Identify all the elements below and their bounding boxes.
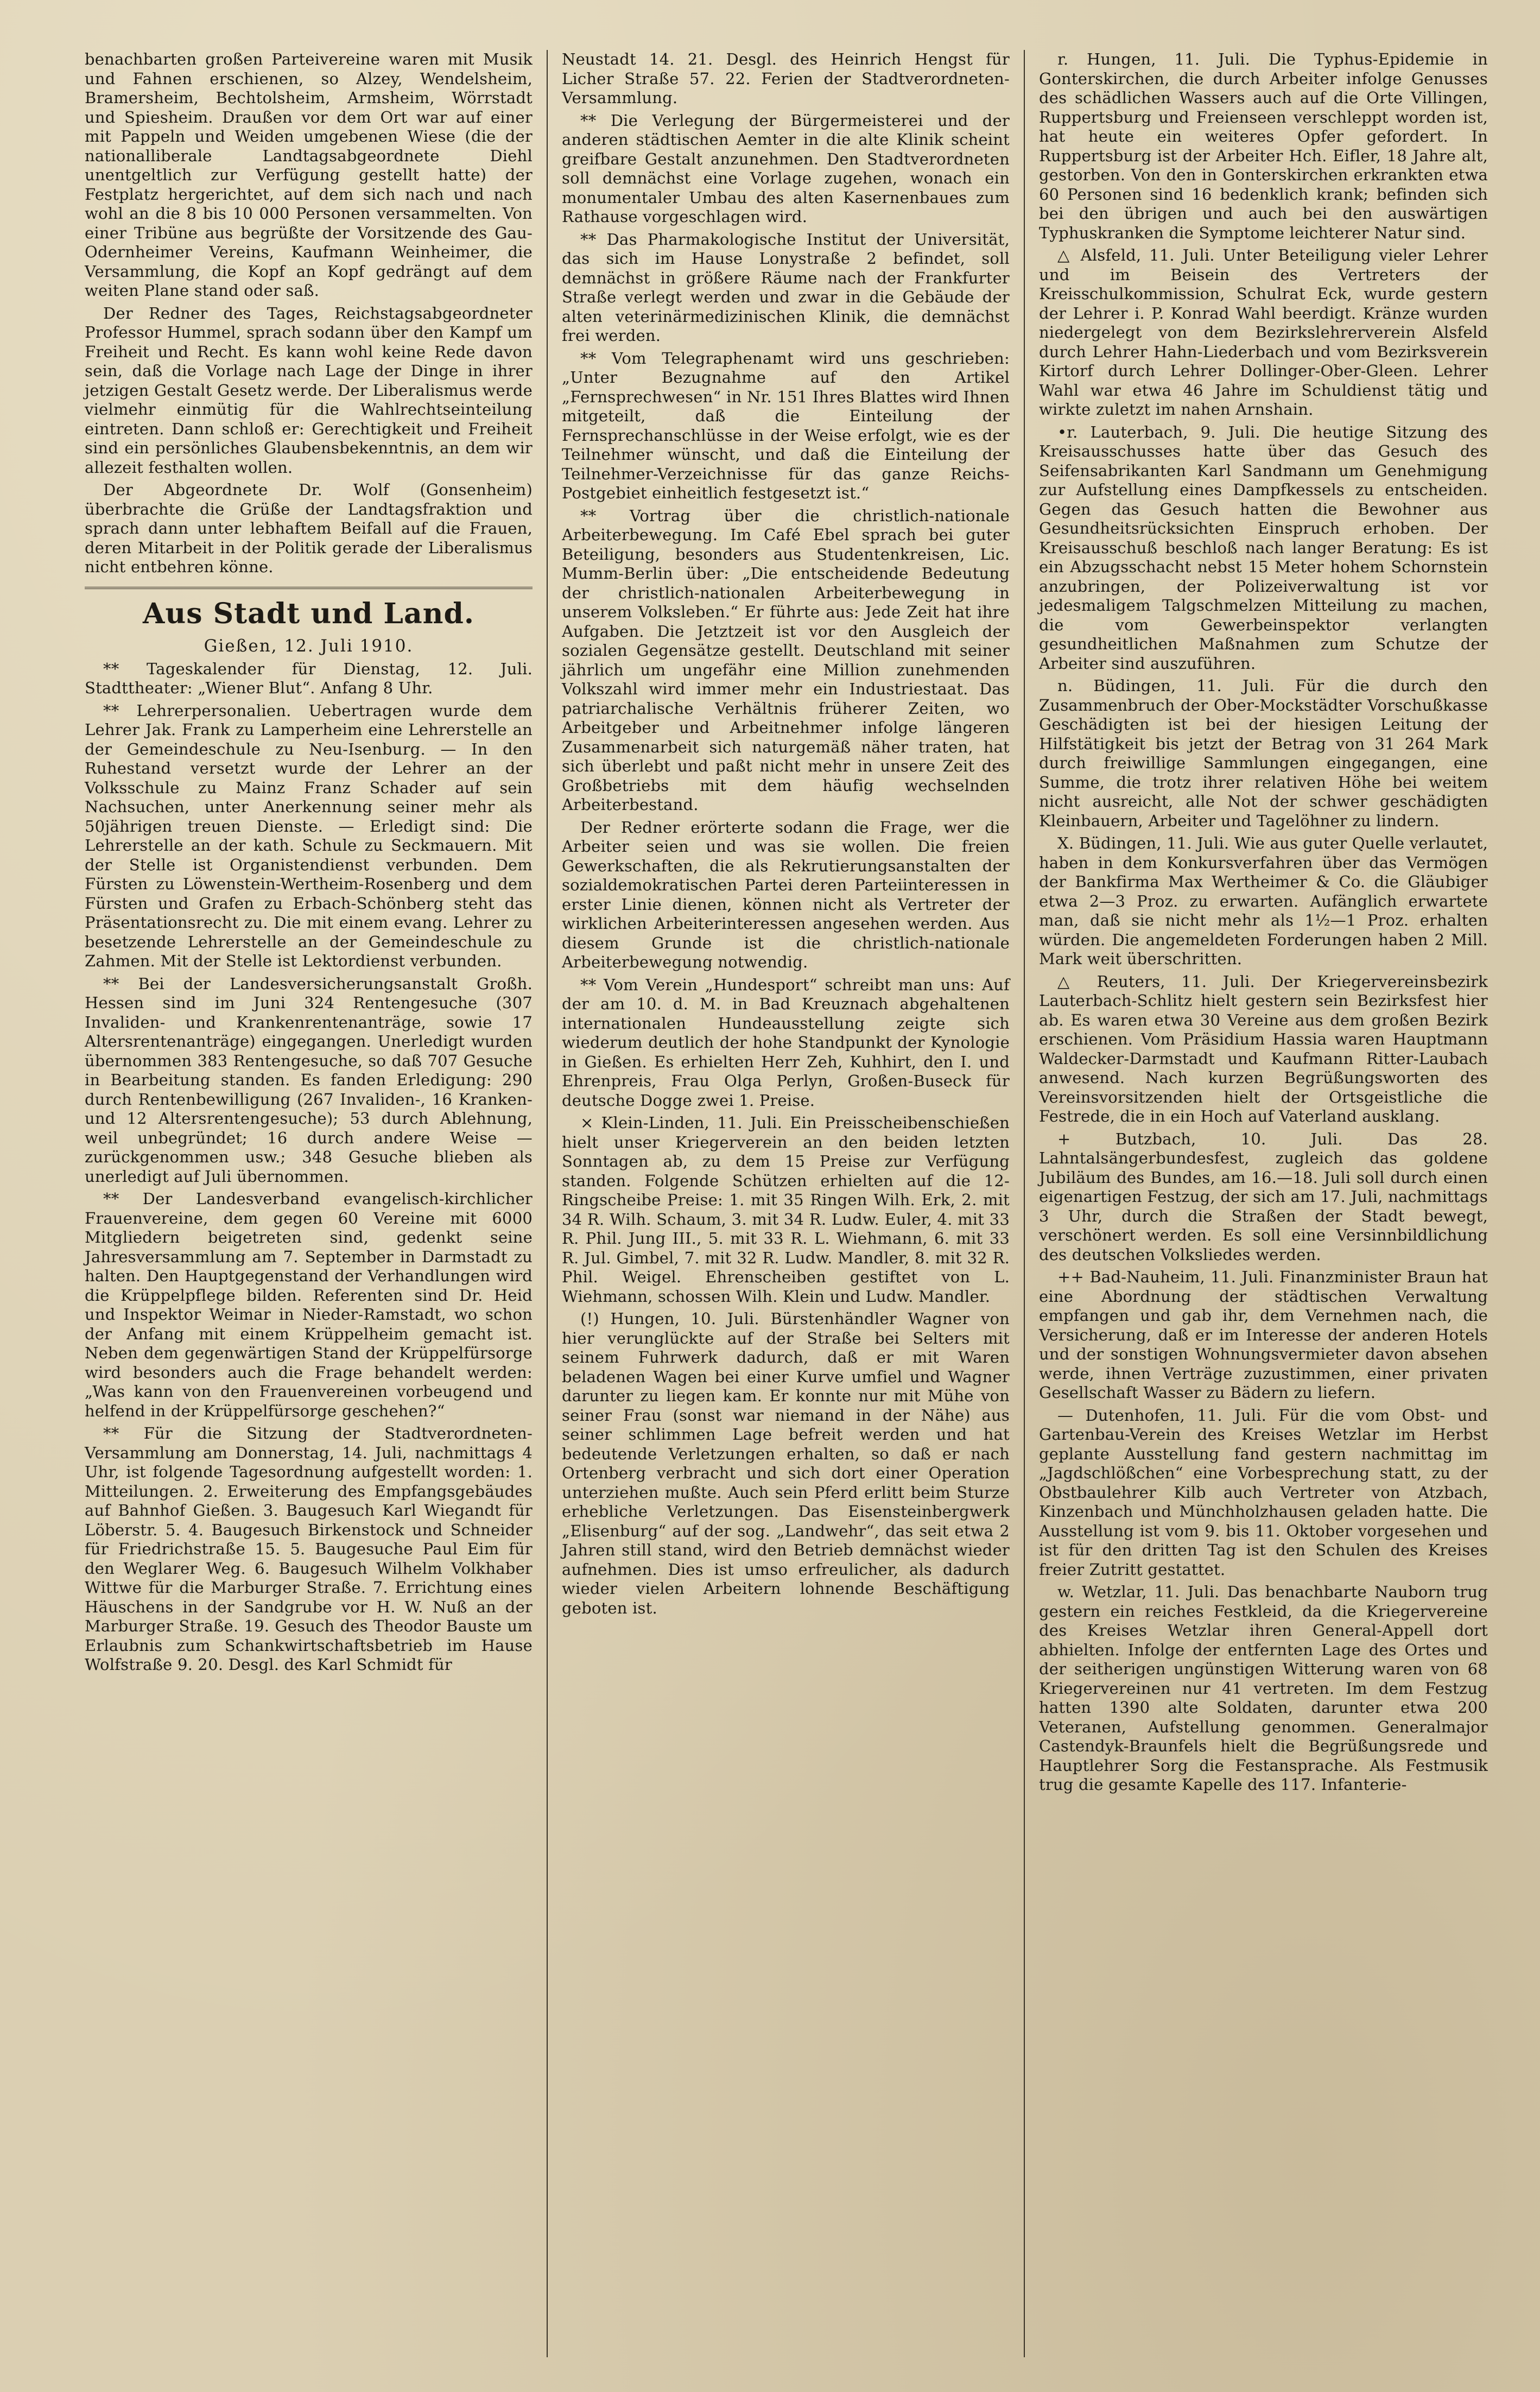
article-paragraph: w. Wetzlar, 11. Juli. Das benachbarte Nauborn trug gestern ein reiches Festkleid, da die Kriegervereine des Kreises Wetzlar ihren General-Appell dort abhielten. Infolge der entfernten Lage des Ortes und der seitherigen ungünstigen Witterung waren von 68 Kriegervereinen nur 41 vertreten. Im dem Festzug hatten 1390 alte Soldaten, darunter etwa 200 Veteranen, Aufstellung genommen. Generalmajor Castendyk-Braunfels hielt die Begrüßungsrede und Hauptlehrer Sorg die Festansprache. Als Festmusik trug die gesamte Kapelle des 117. Infanterie- xyxy=(1039,1583,1488,1794)
article-paragraph: X. Büdingen, 11. Juli. Wie aus guter Quelle verlautet, haben in dem Konkursverfahren über das Vermögen der Bankfirma Max Wertheimer & Co. die Gläubiger etwa 2—3 Proz. zu erwarten. Aufänglich erwartete man, daß sie nicht mehr als 1½—1 Proz. erhalten würden. Die angemeldeten Forderungen haben 2 Mill. Mark weit überschritten. xyxy=(1039,834,1488,968)
article-paragraph: Der Redner des Tages, Reichstagsabgeordneter Professor Hummel, sprach sodann über den Kampf um Freiheit und Recht. Es kann wohl keine Rede davon sein, daß die Vorlage nach Lage der Dinge in ihrer jetzigen Gestalt Gesetz werde. Der Liberalismus werde vielmehr einmütig für die Wahlrechtseinteilung eintreten. Dann schloß er: Gerechtigkeit und Freiheit sind ein persönliches Glaubensbekenntnis, an dem wir allezeit festhalten wollen. xyxy=(85,303,533,477)
section-title: Aus Stadt und Land. xyxy=(143,597,474,630)
article-paragraph: Der Abgeordnete Dr. Wolf (Gonsenheim) überbrachte die Grüße der Landtagsfraktion und sprach dann unter lebhaftem Beifall auf die Frauen, deren Mitarbeit in der Politik gerade der Liberalismus nicht entbehren könne. xyxy=(85,480,533,576)
article-paragraph: ** Tageskalender für Dienstag, 12. Juli. Stadttheater: „Wiener Blut“. Anfang 8 Uhr. xyxy=(85,659,533,697)
article-paragraph: △ Reuters, 11. Juli. Der Kriegervereinsbezirk Lauterbach-Schlitz hielt gestern sein Bezirksfest hier ab. Es waren etwa 30 Vereine aus dem großen Bezirk erschienen. Vom Präsidium Hassia waren Hauptmann Waldecker-Darmstadt und Kaufmann Ritter-Laubach anwesend. Nach kurzen Begrüßungsworten des Vereinsvorsitzenden hielt der Ortsgeistliche die Festrede, die in ein Hoch auf Vaterland ausklang. xyxy=(1039,972,1488,1125)
article-paragraph: Der Redner erörterte sodann die Frage, wer die Arbeiter seien und was sie wollen. Die freien Gewerkschaften, die als Rekrutierungsanstalten der sozialdemokratischen Partei deren Parteiinteressen in erster Linie dienen, können nicht als Vertreter der wirklichen Arbeiterinteressen angesehen werden. Aus diesem Grunde ist die christlich-nationale Arbeiterbewegung notwendig. xyxy=(562,818,1010,971)
article-paragraph: ** Für die Sitzung der Stadtverordneten-Versammlung am Donnerstag, 14. Juli, nachmittags 4 Uhr, ist folgende Tagesordnung aufgestellt worden: 1. Mitteilungen. 2. Erweiterung des Empfangsgebäudes auf Bahnhof Gießen. 3. Baugesuch Karl Wiegandt für Löberstr. 5. 4. Baugesuch Birkenstock und Schneider für Friedrichstraße 15. 5. Baugesuche Paul Eim für den Weglarer Weg. 6. Baugesuch Wilhelm Volkhaber Wittwe für die Marburger Straße. 7. Errichtung eines Häuschens in der Sandgrube vor H. W. Nuß an der Marburger Straße. 19. Gesuch des Theodor Bauste um Erlaubnis zum Schankwirtschaftsbetrieb im Hause Wolfstraße 9. 20. Desgl. des Karl Schmidt für xyxy=(85,1424,533,1674)
column-1 xyxy=(71,50,548,2357)
article-paragraph: ++ Bad-Nauheim, 11. Juli. Finanzminister Braun hat eine Abordnung der städtischen Verwaltung empfangen und gab ihr, dem Vernehmen nach, die Versicherung, daß er im Interesse der anderen Hotels und der sonstigen Wohnungsvermieter davon absehen werde, ihnen Verträge zuzustimmen, einer privaten Gesellschaft Wasser zu Bädern zu liefern. xyxy=(1039,1268,1488,1402)
section-divider xyxy=(85,587,533,589)
article-paragraph: ** Die Verlegung der Bürgermeisterei und der anderen städtischen Aemter in die alte Klinik scheint greifbare Gestalt anzunehmen. Den Stadtverordneten soll demnächst eine Vorlage zugehen, wonach ein monumentaler Umbau des alten Kasernenbaues zum Rathause vorgeschlagen wird. xyxy=(562,111,1010,226)
column-2 xyxy=(548,50,1025,2357)
article-paragraph: — Dutenhofen, 11. Juli. Für die vom Obst- und Gartenbau-Verein des Kreises Wetzlar im Herbst geplante Ausstellung fand gestern nachmittag im „Jagdschlößchen“ eine Vorbesprechung statt, zu der Obstbaulehrer Kilb auch Vertreter von Atzbach, Kinzenbach und Münchholzhausen geladen hatte. Die Ausstellung ist vom 9. bis 11. Oktober vorgesehen und ist für den dritten Tag ist den Schulen des Kreises freier Zutritt gestattet. xyxy=(1039,1406,1488,1579)
article-paragraph: (!) Hungen, 10. Juli. Bürstenhändler Wagner von hier verunglückte auf der Straße bei Selters mit seinem Fuhrwerk dadurch, daß er mit Waren beladenen Wagen bei einer Kurve umfiel und Wagner darunter zu liegen kam. Er konnte nur mit Mühe von seiner Frau (sonst war niemand in der Nähe) aus seiner schlimmen Lage befreit werden und hat bedeutende Verletzungen erhalten, so daß er nach Ortenberg verbracht und sich dort einer Operation unterziehen mußte. Auch sein Pferd erlitt beim Sturze erhebliche Verletzungen. Das Eisensteinbergwerk „Elisenburg“ auf der sog. „Landwehr“, das seit etwa 2 Jahren still stand, wird den Betrieb demnächst wieder aufnehmen. Dies ist umso erfreulicher, als dadurch wieder vielen Arbeitern lohnende Beschäftigung geboten ist. xyxy=(562,1309,1010,1617)
article-paragraph: benachbarten großen Parteivereine waren mit Musik und Fahnen erschienen, so Alzey, Wendelsheim, Bramersheim, Bechtolsheim, Armsheim, Wörrstadt und Spiesheim. Draußen vor dem Ort war auf einer mit Pappeln und Weiden umgebenen Wiese (die der nationalliberale Landtagsabgeordnete Diehl unentgeltlich zur Verfügung gestellt hatte) der Festplatz hergerichtet, auf dem sich nach und nach wohl an die 8 bis 10 000 Personen versammelten. Von einer Tribüne aus begrüßte der Vorsitzende des Gau-Odernheimer Vereins, Kaufmann Weinheimer, die Versammlung, die Kopf an Kopf gedrängt auf dem weiten Plane stand oder saß. xyxy=(85,50,533,300)
article-paragraph: ** Vom Verein „Hundesport“ schreibt man uns: Auf der am 10. d. M. in Bad Kreuznach abgehaltenen internationalen Hundeausstellung zeigte sich wiederum deutlich der hohe Standpunkt der Kynologie in Gießen. Es erhielten Herr Zeh, Kuhhirt, den I. und Ehrenpreis, Frau Olga Perlyn, Großen-Buseck für deutsche Dogge zwei 1. Preise. xyxy=(562,975,1010,1110)
article-paragraph: × Klein-Linden, 11. Juli. Ein Preisscheibenschießen hielt unser Kriegerverein an den beiden letzten Sonntagen ab, zu dem 15 Preise zur Verfügung standen. Folgende Schützen erhielten auf die 12-Ringscheibe Preise: 1. mit 35 Ringen Wilh. Erk, 2. mit 34 R. Wilh. Schaum, 3. mit 34 R. Ludw. Euler, 4. mit 33 R. Phil. Jung III., 5. mit 33 R. L. Wiehmann, 6. mit 33 R. Jul. Gimbel, 7. mit 32 R. Ludw. Mandler, 8. mit 32 R. Phil. Weigel. Ehrenscheiben gestiftet von L. Wiehmann, schossen Wilh. Klein und Ludw. Mandler. xyxy=(562,1113,1010,1306)
article-paragraph: ** Lehrerpersonalien. Uebertragen wurde dem Lehrer Jak. Frank zu Lamperheim eine Lehrerstelle an der Gemeindeschule zu Neu-Isenburg. — In den Ruhestand versetzt wurde der Lehrer an der Volksschule zu Mainz Franz Schader auf sein Nachsuchen, unter Anerkennung seiner mehr als 50jährigen treuen Dienste. — Erledigt sind: Die Lehrerstelle an der kath. Schule zu Seckmauern. Mit der Stelle ist Organistendienst verbunden. Dem Fürsten zu Löwenstein-Wertheim-Rosenberg und dem Fürsten und Grafen zu Erbach-Schönberg steht das Präsentationsrecht zu. Die mit einem evang. Lehrer zu besetzende Lehrerstelle an der Gemeindeschule zu Zahmen. Mit der Stelle ist Lektordienst verbunden. xyxy=(85,701,533,970)
article-paragraph: •r. Lauterbach, 9. Juli. Die heutige Sitzung des Kreisausschusses hatte über das Gesuch des Seifensabrikanten Karl Sandmann um Genehmigung zur Aufstellung eines Dampfkessels zu entscheiden. Gegen das Gesuch hatten die Bewohner aus Gesundheitsrücksichten Einspruch erhoben. Der Kreisausschuß beschloß nach langer Beratung: Es ist ein Abzugsschacht nebst 15 Meter hohem Schornstein anzubringen, der Polizeiverwaltung ist vor jedesmaligem Talgschmelzen Mitteilung zu machen, die vom Gewerbeinspektor verlangten gesundheitlichen Maßnahmen zum Schutze der Arbeiter sind auszuführen. xyxy=(1039,422,1488,673)
article-paragraph: ** Vortrag über die christlich-nationale Arbeiterbewegung. Im Café Ebel sprach bei guter Beteiligung, besonders aus Studentenkreisen, Lic. Mumm-Berlin über: „Die entscheidende Bedeutung der christlich-nationalen Arbeiterbewegung in unserem Volksleben.“ Er führte aus: Jede Zeit hat ihre Aufgaben. Die Jetztzeit ist vor den Ausgleich der sozialen Gegensätze gestellt. Deutschland mit seiner jährlich um ungefähr eine Million zunehmenden Volkszahl wird immer mehr ein Industriestaat. Das patriarchalische Verhältnis früherer Zeiten, wo Arbeitgeber und Arbeitnehmer infolge längeren Zusammenarbeit sich naturgemäß näher traten, hat sich überlebt und paßt nicht mehr in unsere Zeit des Großbetriebs mit dem häufig wechselnden Arbeiterbestand. xyxy=(562,506,1010,814)
article-paragraph: ** Bei der Landesversicherungsanstalt Großh. Hessen sind im Juni 324 Rentengesuche (307 Invaliden- und Krankenrentenanträge, sowie 17 Altersrentenanträge) eingegangen. Unerledigt wurden übernommen 383 Rentengesuche, so daß 707 Gesuche in Bearbeitung standen. Es fanden Erledigung: 290 durch Rentenbewilligung (267 Invaliden-, 16 Kranken- und 12 Altersrentengesuche); 53 durch Ablehnung, weil unbegründet; 16 durch andere Weise — zurückgenommen usw.; 348 Gesuche blieben als unerledigt auf Juli übernommen. xyxy=(85,974,533,1186)
article-paragraph: ** Der Landesverband evangelisch-kirchlicher Frauenvereine, dem gegen 60 Vereine mit 6000 Mitgliedern beigetreten sind, gedenkt seine Jahresversammlung am 7. September in Darmstadt zu halten. Den Hauptgegenstand der Verhandlungen wird die Krüppelpflege bilden. Referenten sind Dr. Heid und Inspektor Weimar in Nieder-Ramstadt, wo schon der Anfang mit einem Krüppelheim gemacht ist. Neben dem gegenwärtigen Stand der Krüppelfürsorge wird besonders auch die Frage behandelt werden: „Was kann von den Frauenvereinen vorbeugend und helfend in der Krüppelfürsorge geschehen?“ xyxy=(85,1189,533,1420)
article-paragraph: △ Alsfeld, 11. Juli. Unter Beteiligung vieler Lehrer und im Beisein des Vertreters der Kreisschulkommission, Schulrat Eck, wurde gestern der Lehrer i. P. Konrad Wahl beerdigt. Kränze wurden niedergelegt von dem Bezirkslehrerverein Alsfeld durch Lehrer Hahn-Liederbach und vom Bezirksverein Kirtorf durch Lehrer Dollinger-Ober-Gleen. Lehrer Wahl war etwa 46 Jahre im Schuldienst tätig und wirkte zuletzt im nahen Arnshain. xyxy=(1039,246,1488,419)
article-paragraph: ** Das Pharmakologische Institut der Universität, das sich im Hause Lonystraße 2 befindet, soll demnächst in größere Räume nach der Frankfurter Straße verlegt werden und zwar in die Gebäude der alten veterinärmedizinischen Klinik, die demnächst frei werden. xyxy=(562,230,1010,345)
dateline: Gießen, 12. Juli 1910. xyxy=(204,636,414,656)
article-paragraph: r. Hungen, 11. Juli. Die Typhus-Epidemie in Gonterskirchen, die durch Arbeiter infolge Genusses des schädlichen Wassers auch auf die Orte Villingen, Ruppertsburg und Freienseen verschleppt worden ist, hat heute ein weiteres Opfer gefordert. In Ruppertsburg ist der Arbeiter Hch. Eifler, 18 Jahre alt, gestorben. Von den in Gonterskirchen erkrankten etwa 60 Personen sind 16 bedenklich krank; befinden sich bei den übrigen und auch bei den auswärtigen Typhuskranken die Symptome leichterer Natur sind. xyxy=(1039,50,1488,242)
article-paragraph: n. Büdingen, 11. Juli. Für die durch den Zusammenbruch der Ober-Mockstädter Vorschußkasse Geschädigten ist bei der hiesigen Leitung der Hilfstätigkeit bis jetzt der Betrag von 31 264 Mark durch freiwillige Sammlungen eingegangen, eine Summe, die trotz ihrer relativen Höhe bei weitem nicht ausreicht, alle Not der schwer geschädigten Kleinbauern, Arbeiter und Tagelöhner zu lindern. xyxy=(1039,676,1488,830)
column-3 xyxy=(1025,50,1502,2357)
column-grid xyxy=(71,50,1502,2357)
article-paragraph: Neustadt 14. 21. Desgl. des Heinrich Hengst für Licher Straße 57. 22. Ferien der Stadtverordneten-Versammlung. xyxy=(562,50,1010,107)
article-paragraph: ** Vom Telegraphenamt wird uns geschrieben: „Unter Bezugnahme auf den Artikel „Fernsprechwesen“ in Nr. 151 Ihres Blattes wird Ihnen mitgeteilt, daß die Einteilung der Fernsprechanschlüsse in der Weise erfolgt, wie es der Teilnehmer wünscht, und daß die Einteilung der Teilnehmer-Verzeichnisse für das ganze Reichs-Postgebiet einheitlich festgesetzt ist.“ xyxy=(562,349,1010,502)
article-paragraph: + Butzbach, 10. Juli. Das 28. Lahntalsängerbundesfest, zugleich das goldene Jubiläum des Bundes, am 16.—18. Juli soll durch einen eigenartigen Festzug, der sich am 17. Juli, nachmittags 3 Uhr, durch die Straßen der Stadt bewegt, verschönert werden. Es soll eine Versinnbildlichung des deutschen Volksliedes werden. xyxy=(1039,1129,1488,1264)
